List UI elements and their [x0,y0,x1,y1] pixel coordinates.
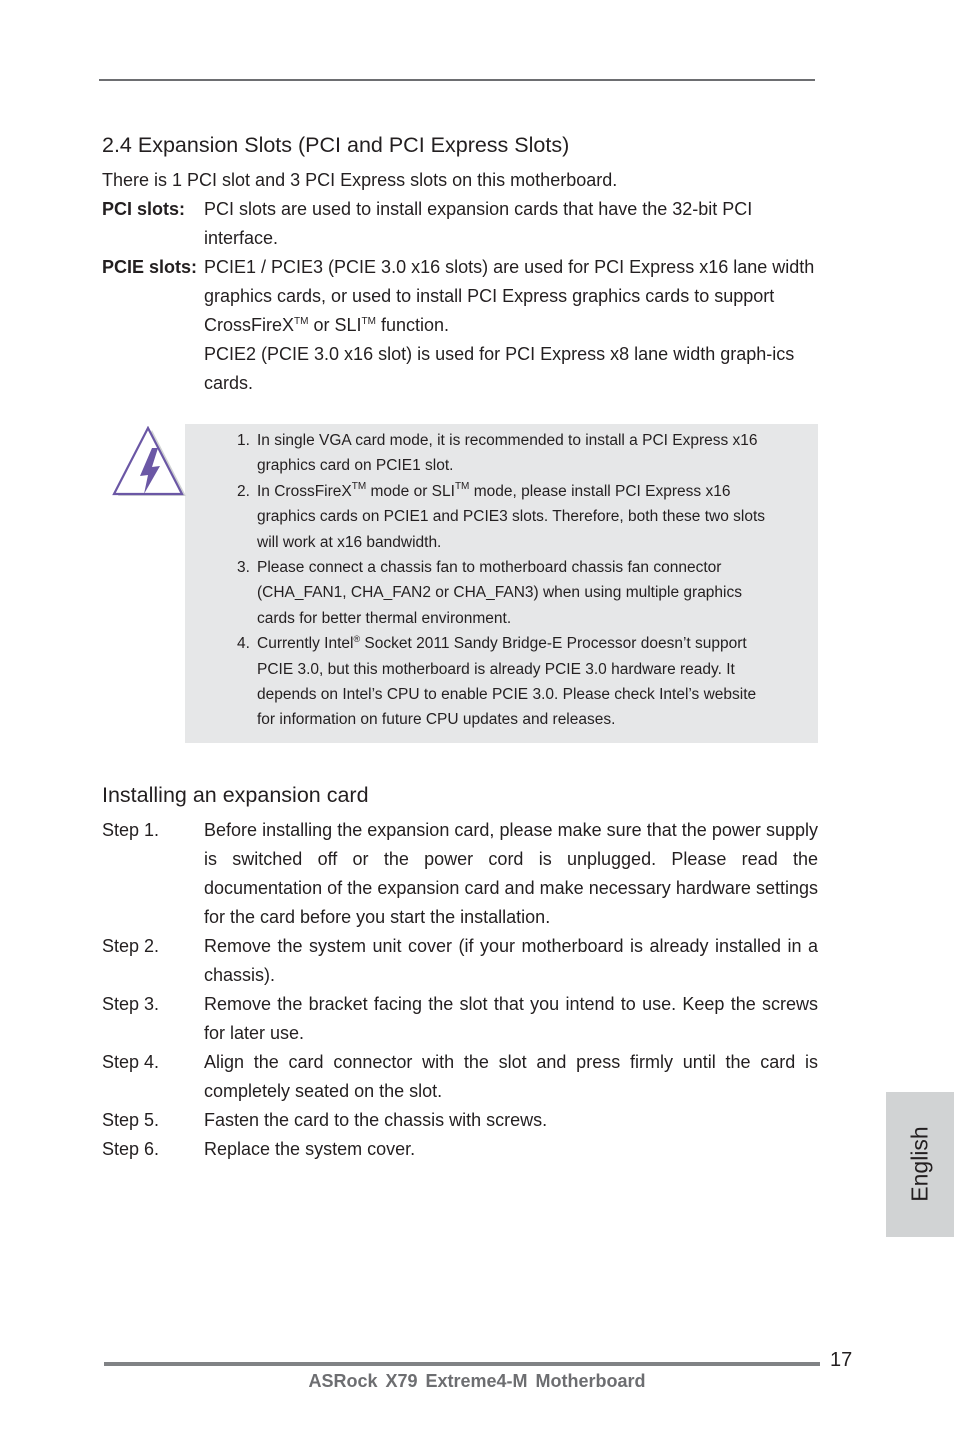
step-item [102,932,818,990]
step-text: Fasten the card to the chassis with screws. [204,1110,548,1130]
intro-text: There is 1 PCI slot and 3 PCI Express slots on this motherboard. [102,170,618,190]
note-text: Please connect a chassis fan to motherboard chassis fan connector (CHA_FAN1, CHA_FAN2 or CHA_FAN3) when using multiple graphics cards for better thermal environment. [257,559,742,627]
pcie-slots-desc [204,253,816,398]
step-text: Remove the system unit cover (if your motherboard is already installed in a chassis). [204,936,818,985]
top-rule [99,79,815,81]
step-label: Step 6. [102,1139,160,1159]
bottom-rule [104,1362,820,1366]
language-side-tab [886,1092,954,1237]
step-item [102,1048,818,1106]
note-number: 3. [237,559,250,577]
pci-slots-desc: PCI slots are used to install expansion cards that have the 32-bit PCI interface. [204,199,753,248]
step-label: Step 5. [102,1110,160,1130]
note-list [237,428,777,733]
step-item [102,816,818,932]
pcie-desc-1c: function. [375,315,449,335]
pcie-desc-paragraph-1 [204,253,816,340]
step-label: Step 3. [102,994,160,1014]
step-label: Step 4. [102,1052,160,1072]
trademark-mark: TM [294,316,309,327]
pcie-slots-term: PCIE slots: [102,257,198,277]
page-number: 17 [830,1349,853,1371]
warning-lightning-icon [110,426,188,498]
trademark-mark: TM [351,480,367,492]
install-title: Installing an expansion card [102,783,369,807]
step-text: Align the card connector with the slot and press firmly until the card is completely seated on the slot. [204,1052,818,1101]
pcie-desc-1b: or SLI [308,315,362,335]
pcie-desc-1a: PCIE1 / PCIE3 (PCIE 3.0 x16 slots) are used for PCI Express x16 lane width graphics cards, or used to install PCI Express graphics cards to support CrossFireX [204,257,815,335]
pcie-desc-paragraph-2: PCIE2 (PCIE 3.0 x16 slot) is used for PCI Express x8 lane width graph-ics cards. [204,344,795,393]
note-item [237,555,777,631]
note-text: In single VGA card mode, it is recommended to install a PCI Express x16 graphics card on PCIE1 slot. [257,432,758,475]
note-item [237,479,777,555]
trademark-mark: TM [361,316,376,327]
registered-mark: ® [353,634,361,645]
note-item [237,631,777,733]
footer-title: ASRock X79 Extreme4-M Motherboard [308,1371,646,1391]
note-text: Socket 2011 Sandy Bridge-E Processor doesn’t support PCIE 3.0, but this motherboard is already PCIE 3.0 hardware ready. It depends on Intel’s CPU to enable PCIE 3.0. Please check Intel’s website for information on future CPU updates and releases. [257,635,757,729]
pci-slots-term: PCI slots: [102,199,186,219]
note-item [237,428,777,479]
trademark-mark: TM [454,480,470,492]
step-text: Replace the system cover. [204,1139,416,1159]
step-text: Before installing the expansion card, please make sure that the power supply is switched off or the power cord is unplugged. Please read the documentation of the expansion card and make necessary hardware settings for the card before you start the installation. [204,820,818,927]
note-text: mode or SLI [366,482,455,500]
note-number: 2. [237,482,250,500]
note-text: mode, please install PCI Express x16 graphics cards on PCIE1 and PCIE3 slots. Therefore, both these two slots will work at x16 bandwidth. [257,482,766,551]
step-item [102,1106,818,1135]
section-title: 2.4 Expansion Slots (PCI and PCI Express Slots) [102,133,570,157]
step-label: Step 2. [102,936,160,956]
step-text: Remove the bracket facing the slot that you intend to use. Keep the screws for later use. [204,994,818,1043]
note-text: Currently Intel [257,635,354,653]
step-item [102,1135,818,1164]
note-number: 4. [237,635,250,653]
step-label: Step 1. [102,820,160,840]
step-item [102,990,818,1048]
note-number: 1. [237,432,250,449]
note-text: In CrossFireX [257,482,352,500]
language-label: English [906,1126,933,1202]
install-steps [102,816,818,1164]
